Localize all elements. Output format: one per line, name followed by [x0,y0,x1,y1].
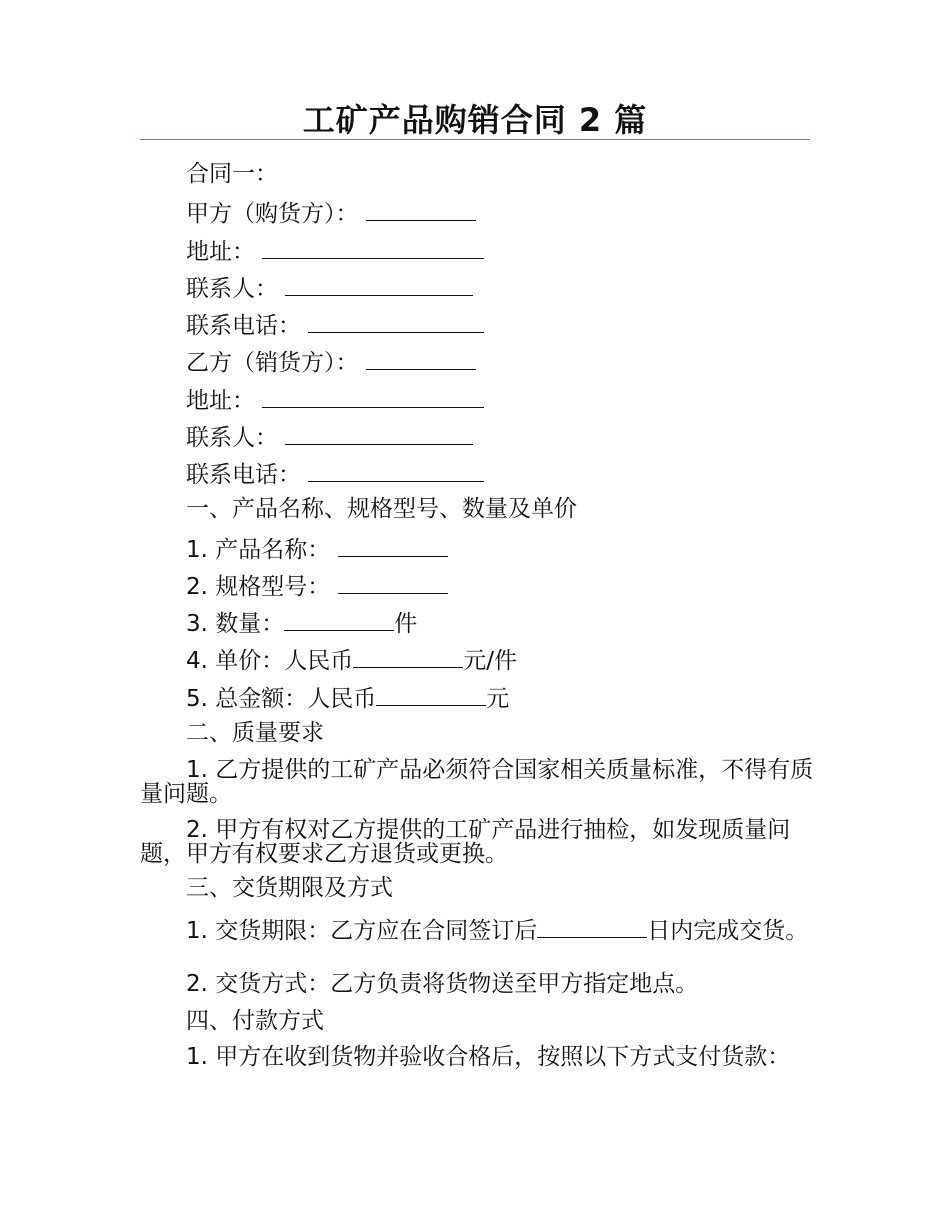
delivery-term-label: 1. 交货期限：乙方应在合同签订后 [186,918,538,944]
section-2-heading-text: 二、质量要求 [186,720,324,746]
product-name-line [186,532,448,565]
total-amount-line [186,681,509,714]
section-2-heading [186,718,324,748]
quantity-label: 3. 数量： [186,611,285,637]
unit-price-blank[interactable] [353,643,463,668]
quantity-unit: 件 [394,611,418,637]
unit-price-label: 4. 单价：人民币 [186,648,354,674]
party-a-contact-line [186,271,473,304]
section-4-heading [186,1006,324,1036]
party-b-address-line [186,383,484,416]
party-a-contact-label: 联系人： [186,276,278,302]
delivery-method-text: 2. 交货方式：乙方负责将货物送至甲方指定地点。 [186,971,699,997]
total-amount-label: 5. 总金额：人民币 [186,686,377,712]
product-name-label: 1. 产品名称： [186,537,331,563]
document-title: 工矿产品购销合同 2 篇 [302,101,648,139]
product-name-blank[interactable] [338,532,448,557]
contract-heading-text: 合同一： [186,161,278,187]
party-a-blank[interactable] [366,196,476,221]
section-3-heading-text: 三、交货期限及方式 [186,875,393,901]
product-spec-blank[interactable] [338,569,448,594]
product-spec-label: 2. 规格型号： [186,574,331,600]
quality-clause-1: 1. 乙方提供的工矿产品必须符合国家相关质量标准，不得有质量问题。 [140,757,814,807]
party-b-blank[interactable] [366,345,476,370]
party-b-line [186,345,476,378]
party-a-phone-blank[interactable] [308,308,484,333]
party-b-phone-label: 联系电话： [186,462,301,488]
party-b-address-label: 地址： [186,388,255,414]
party-b-phone-line [186,457,484,490]
section-4-heading-text: 四、付款方式 [186,1008,324,1034]
total-amount-unit: 元 [486,686,510,712]
party-b-address-blank[interactable] [262,383,484,408]
title-underline [140,139,810,140]
unit-price-line [186,643,517,676]
party-b-contact-blank[interactable] [285,420,473,445]
party-a-phone-line [186,308,484,341]
party-a-address-blank[interactable] [262,234,484,259]
section-3-heading [186,873,393,903]
payment-clause-1: 1. 甲方在收到货物并验收合格后，按照以下方式支付货款： [186,1044,791,1070]
party-b-phone-blank[interactable] [308,457,484,482]
total-amount-blank[interactable] [376,681,486,706]
party-b-contact-label: 联系人： [186,425,278,451]
product-spec-line [186,569,448,602]
party-a-label: 甲方（购货方）： [186,201,359,227]
quantity-blank[interactable] [284,606,394,631]
party-a-address-line [186,234,484,267]
contract-heading [186,159,278,189]
delivery-days-blank[interactable] [537,913,647,938]
unit-price-unit: 元/件 [463,648,518,674]
delivery-term-clause [140,913,820,943]
party-a-address-label: 地址： [186,239,255,265]
delivery-term-suffix: 日内完成交货。 [647,918,809,944]
section-1-heading [186,494,577,524]
party-a-phone-label: 联系电话： [186,313,301,339]
party-a-line [186,196,476,229]
party-a-contact-blank[interactable] [285,271,473,296]
party-b-contact-line [186,420,473,453]
party-b-label: 乙方（销货方）： [186,350,359,376]
section-1-heading-text: 一、产品名称、规格型号、数量及单价 [186,496,577,522]
quantity-line [186,606,417,639]
delivery-method-clause [186,969,698,999]
quality-clause-2: 2. 甲方有权对乙方提供的工矿产品进行抽检，如发现质量问题，甲方有权要求乙方退货或更换。 [140,817,791,867]
